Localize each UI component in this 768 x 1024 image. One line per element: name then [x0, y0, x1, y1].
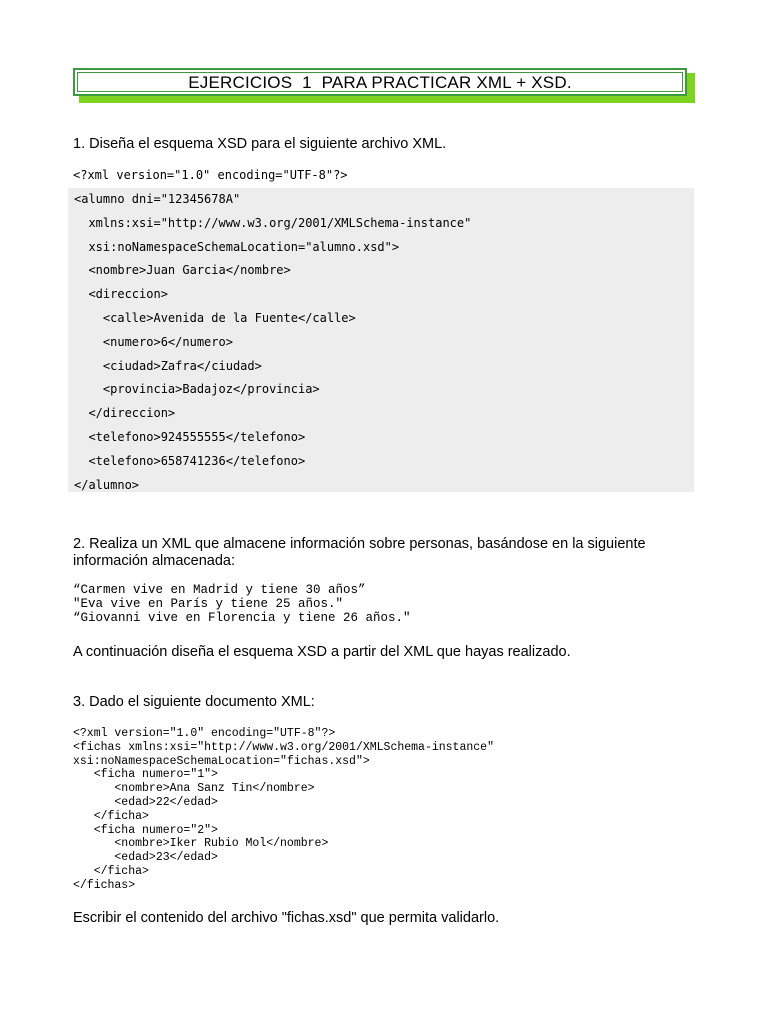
exercise-3-statement: 3. Dado el siguiente documento XML:	[73, 694, 315, 710]
code-line: xsi:noNamespaceSchemaLocation="alumno.xsd">	[74, 239, 400, 254]
code-line: </direccion>	[74, 406, 176, 421]
exercise-2-quote-3: “Giovanni vive en Florencia y tiene 26 años."	[73, 611, 411, 625]
exercise-1-xml-declaration: <?xml version="1.0" encoding="UTF-8"?>	[73, 168, 348, 182]
code-line: <direccion>	[74, 287, 168, 302]
exercise-2-quote-1: “Carmen vive en Madrid y tiene 30 años”	[73, 583, 366, 597]
code-line: </alumno>	[74, 477, 140, 492]
code-line: <ciudad>Zafra</ciudad>	[74, 358, 262, 373]
exercise-2-followup: A continuación diseña el esquema XSD a partir del XML que hayas realizado.	[73, 644, 571, 660]
code-line: <alumno dni="12345678A"	[74, 192, 241, 206]
exercise-2-quote-2: "Eva vive en París y tiene 25 años."	[73, 597, 344, 611]
code-line: <telefono>924555555</telefono>	[74, 430, 306, 444]
code-line: <numero>6</numero>	[74, 334, 233, 349]
exercise-2-statement-line-1: 2. Realiza un XML que almacene información sobre personas, basándose en la siguiente	[73, 536, 646, 552]
code-line: </fichas>	[73, 878, 136, 892]
code-line: <telefono>658741236</telefono>	[74, 453, 306, 468]
code-line: xmlns:xsi="http://www.w3.org/2001/XMLSchema-instance"	[74, 215, 472, 230]
code-line: <ficha numero="2">	[73, 823, 218, 837]
exercise-2-statement-line-2: información almacenada:	[73, 553, 236, 569]
exercise-1-code-block	[68, 188, 694, 492]
code-line: </ficha>	[73, 809, 149, 823]
code-line: <?xml version="1.0" encoding="UTF-8"?>	[73, 727, 336, 740]
code-line: <nombre>Juan Garcia</nombre>	[74, 263, 291, 278]
code-line: <edad>22</edad>	[73, 796, 218, 809]
exercise-3-followup: Escribir el contenido del archivo "fichas.xsd" que permita validarlo.	[73, 910, 500, 926]
code-line: <nombre>Ana Sanz Tin</nombre>	[73, 782, 315, 796]
title-box	[73, 68, 687, 96]
code-line: <calle>Avenida de la Fuente</calle>	[74, 311, 356, 325]
exercise-1-statement: 1. Diseña el esquema XSD para el siguiente archivo XML.	[73, 136, 447, 152]
code-line: </ficha>	[73, 865, 149, 878]
code-line: <ficha numero="1">	[73, 768, 218, 782]
page-title: EJERCICIOS 1 PARA PRACTICAR XML + XSD.	[188, 73, 572, 92]
code-line: <provincia>Badajoz</provincia>	[74, 382, 320, 397]
code-line: xsi:noNamespaceSchemaLocation="fichas.xsd">	[73, 754, 370, 768]
code-line: <fichas xmlns:xsi="http://www.w3.org/2001/XMLSchema-instance"	[73, 740, 494, 754]
code-line: <edad>23</edad>	[73, 851, 218, 865]
code-line: <nombre>Iker Rubio Mol</nombre>	[73, 837, 329, 851]
